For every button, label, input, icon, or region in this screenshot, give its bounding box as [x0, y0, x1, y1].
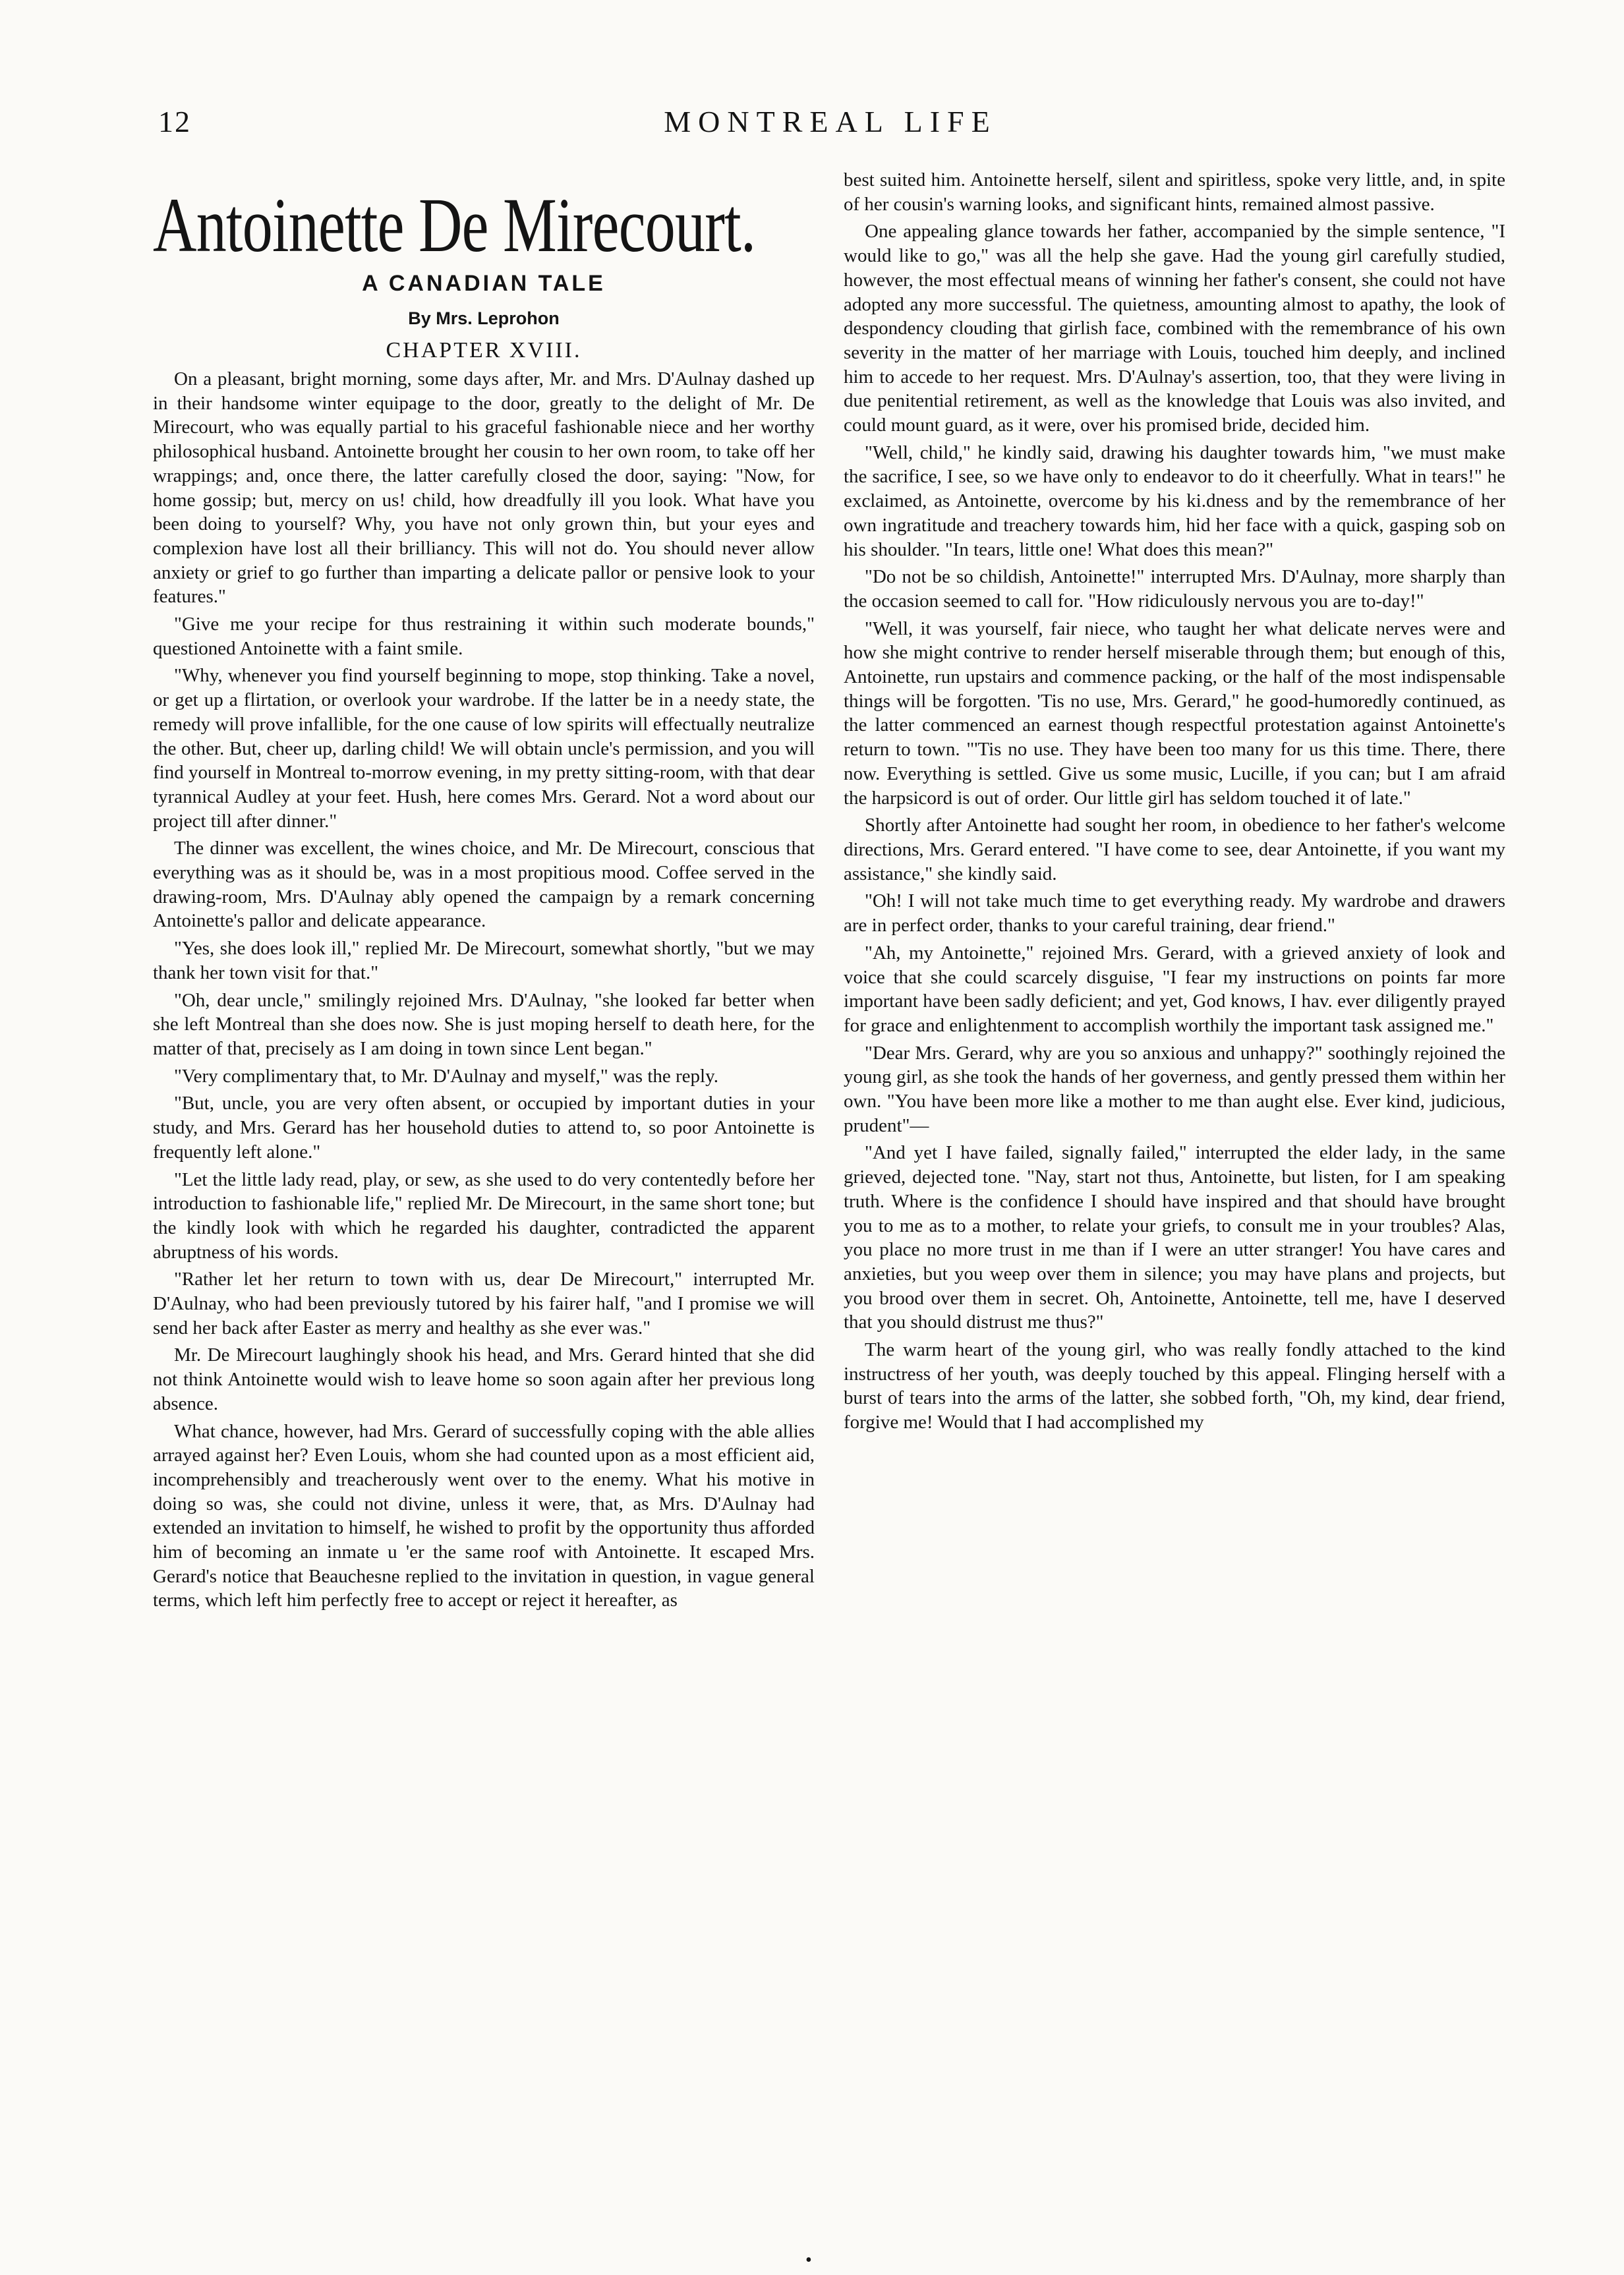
paragraph: "Give me your recipe for thus restraining it within such moderate bounds," questioned Antoinette with a faint smile. [153, 614, 815, 659]
article-title: Antoinette De Mirecourt. [153, 182, 756, 268]
paragraph: "Oh! I will not take much time to get everything ready. My wardrobe and drawers are in perfect order, thanks to your careful training, dear friend." [844, 890, 1505, 936]
paragraph: On a pleasant, bright morning, some days after, Mr. and Mrs. D'Aulnay dashed up in their handsome winter equipage to the door, greatly to the delight of Mr. De Mirecourt, who was equally partial to his graceful fashionable niece and her worthy philosophical husband. Antoinette brought her cousin to her own room, to take off her wrappings; and, once there, the latter carefully closed the door, saying: "Now, for home gossip; but, mercy on us! child, how dreadfully ill you look. What have you been doing to yourself? Why, you have not only grown thin, but your eyes and complexion have lost all their brilliancy. This will not do. You should never allow anxiety or grief to go further than imparting a delicate pallor or pensive look to your features." [153, 368, 815, 608]
page-number: 12 [158, 105, 191, 138]
page-header [158, 104, 1503, 144]
paragraph: Mr. De Mirecourt laughingly shook his head, and Mrs. Gerard hinted that she did not think Antoinette would wish to leave home so soon again after her previous long absence. [153, 1344, 815, 1414]
paragraph: "Rather let her return to town with us, dear De Mirecourt," interrupted Mr. D'Aulnay, who had been previously tutored by his fairer half, "and I promise we will send her back after Easter as merry and healthy as she ever was." [153, 1269, 815, 1339]
left-column [153, 168, 815, 2241]
right-column [844, 168, 1505, 2241]
paragraph: The warm heart of the young girl, who was really fondly attached to the kind instructress of her youth, was deeply touched by this appeal. Flinging herself with a burst of tears into the arms of the latter, she sobbed forth, "Oh, my kind, dear friend, forgive me! Would that I had accomplished my [844, 1339, 1505, 1433]
paragraph: The dinner was excellent, the wines choice, and Mr. De Mirecourt, conscious that everything was as it should be, was in a most propitious mood. Coffee served in the drawing-room, Mrs. D'Aulnay ably opened the campaign by a remark concerning Antoinette's pallor and delicate appearance. [153, 838, 815, 932]
chapter-heading: CHAPTER XVIII. [386, 338, 582, 362]
article-columns [153, 168, 1505, 2241]
paragraph: "Yes, she does look ill," replied Mr. De Mirecourt, somewhat shortly, "but we may thank her town visit for that." [153, 938, 815, 983]
footer-mark: • [805, 2250, 812, 2270]
article-subtitle: A CANADIAN TALE [362, 271, 606, 296]
paragraph: "And yet I have failed, signally failed," interrupted the elder lady, in the same grieved, dejected tone. "Nay, start not thus, Antoinette, but listen, for I am speaking truth. Where is the confidence I should have inspired and that should have brought you to me as to a mother, to relate your griefs, to consult me in your troubles? Alas, you place no more trust in me than if I were an utter stranger! You have cares and anxieties, but you weep over them in silence; you may have plans and projects, but you brood over them in secret. Oh, Antoinette, Antoinette, tell me, have I deserved that you should distrust me thus?" [844, 1142, 1505, 1333]
paragraph: "Let the little lady read, play, or sew, as she used to do very contentedly before her introduction to fashionable life," replied Mr. De Mirecourt, in the same short tone; but the kindly look with which he regarded his daughter, contradicted the apparent abruptness of his words. [153, 1168, 815, 1263]
paragraph: What chance, however, had Mrs. Gerard of successfully coping with the able allies arrayed against her? Even Louis, whom she had counted upon as a most efficient aid, incomprehensibly and treacherously went over to the enemy. What his motive in doing so was, she could not divine, unless it were, that, as Mrs. D'Aulnay had extended an invitation to himself, he wished to profit by the opportunity thus afforded him of becoming an inmate u 'er the same roof with Antoinette. It escaped Mrs. Gerard's notice that Beauchesne replied to the invitation in question, in vague general terms, which left him perfectly free to accept or reject it hereafter, as [153, 1420, 815, 1611]
paragraph: "Do not be so childish, Antoinette!" interrupted Mrs. D'Aulnay, more sharply than the occasion seemed to call for. "How ridiculously nervous you are to-day!" [844, 566, 1505, 612]
paragraph: "But, uncle, you are very often absent, or occupied by important duties in your study, and Mrs. Gerard has her household duties to attend to, so poor Antoinette is frequently left alone." [153, 1093, 815, 1163]
paragraph: "Oh, dear uncle," smilingly rejoined Mrs. D'Aulnay, "she looked far better when she left Montreal than she does now. She is just moping herself to death here, for the matter of that, precisely as I am doing in town since Lent began." [153, 989, 815, 1059]
paragraph: "Ah, my Antoinette," rejoined Mrs. Gerard, with a grieved anxiety of look and voice that she could scarcely disguise, "I fear my instructions on points far more important have been sadly deficient; and yet, God knows, I hav. ever diligently prayed for grace and enlightenment to accomplish worthily the important task assigned me." [844, 942, 1505, 1036]
paragraph: "Why, whenever you find yourself beginning to mope, stop thinking. Take a novel, or get up a flirtation, or overlook your wardrobe. If the latter be in a needy state, the remedy will prove infallible, for the one cause of low spirits will effectually neutralize the other. But, cheer up, darling child! We will obtain uncle's permission, and you will find yourself in Montreal to-morrow evening, in my pretty sitting-room, with that dear tyrannical Audley at your feet. Hush, here comes Mrs. Gerard. Not a word about our project till after dinner." [153, 665, 815, 832]
article-byline: By Mrs. Leprohon [408, 308, 560, 328]
paragraph: "Dear Mrs. Gerard, why are you so anxious and unhappy?" soothingly rejoined the young girl, as she took the hands of her governess, and gently pressed them within her own. "You have been more like a mother to me than aught else. Ever kind, judicious, prudent"— [844, 1042, 1505, 1136]
paragraph: "Well, child," he kindly said, drawing his daughter towards him, "we must make the sacrifice, I see, so we have only to endeavor to do it cheerfully. What in tears!" he exclaimed, as Antoinette, overcome by his ki.dness and by the remembrance of her own ingratitude and treachery towards him, hid her face with a quick, gasping sob on his shoulder. "In tears, little one! What does this mean?" [844, 442, 1505, 560]
paragraph-continued: best suited him. Antoinette herself, silent and spiritless, spoke very little, and, in spite of her cousin's warning looks, and significant hints, remained almost passive. [844, 169, 1505, 215]
running-title: MONTREAL LIFE [664, 105, 997, 138]
paragraph: "Very complimentary that, to Mr. D'Aulnay and myself," was the reply. [174, 1065, 718, 1087]
paragraph: "Well, it was yourself, fair niece, who taught her what delicate nerves were and how she might contrive to render herself miserable through them; but enough of this, Antoinette, run upstairs and commence packing, or the half of the most indispensable things will be forgotten. 'Tis no use, Mrs. Gerard," he good-humoredly continued, as the latter commenced an earnest though respectful protestation against Antoinette's return to town. "'Tis no use. They have been too many for us this time. There, there now. Everything is settled. Give us some music, Lucille, if you can; but I am afraid the harpsicord is out of order. Our little girl has seldom touched it of late." [844, 618, 1505, 809]
paragraph: Shortly after Antoinette had sought her room, in obedience to her father's welcome directions, Mrs. Gerard entered. "I have come to see, dear Antoinette, if you want my assistance," she kindly said. [844, 815, 1505, 884]
paragraph: One appealing glance towards her father, accompanied by the simple sentence, "I would like to go," was all the help she gave. Had the young girl carefully studied, however, the most effectual means of winning her father's consent, she could not have adopted any more successful. The quietness, amounting almost to apathy, the look of despondency clouding that girlish face, combined with the remembrance of his own severity in the matter of her marriage with Louis, touched him deeply, and inclined him to accede to her request. Mrs. D'Aulnay's assertion, too, that they were living in due penitential retirement, as well as the knowledge that Louis was also invited, and could mount guard, as it were, over his promised bride, decided him. [844, 221, 1505, 436]
